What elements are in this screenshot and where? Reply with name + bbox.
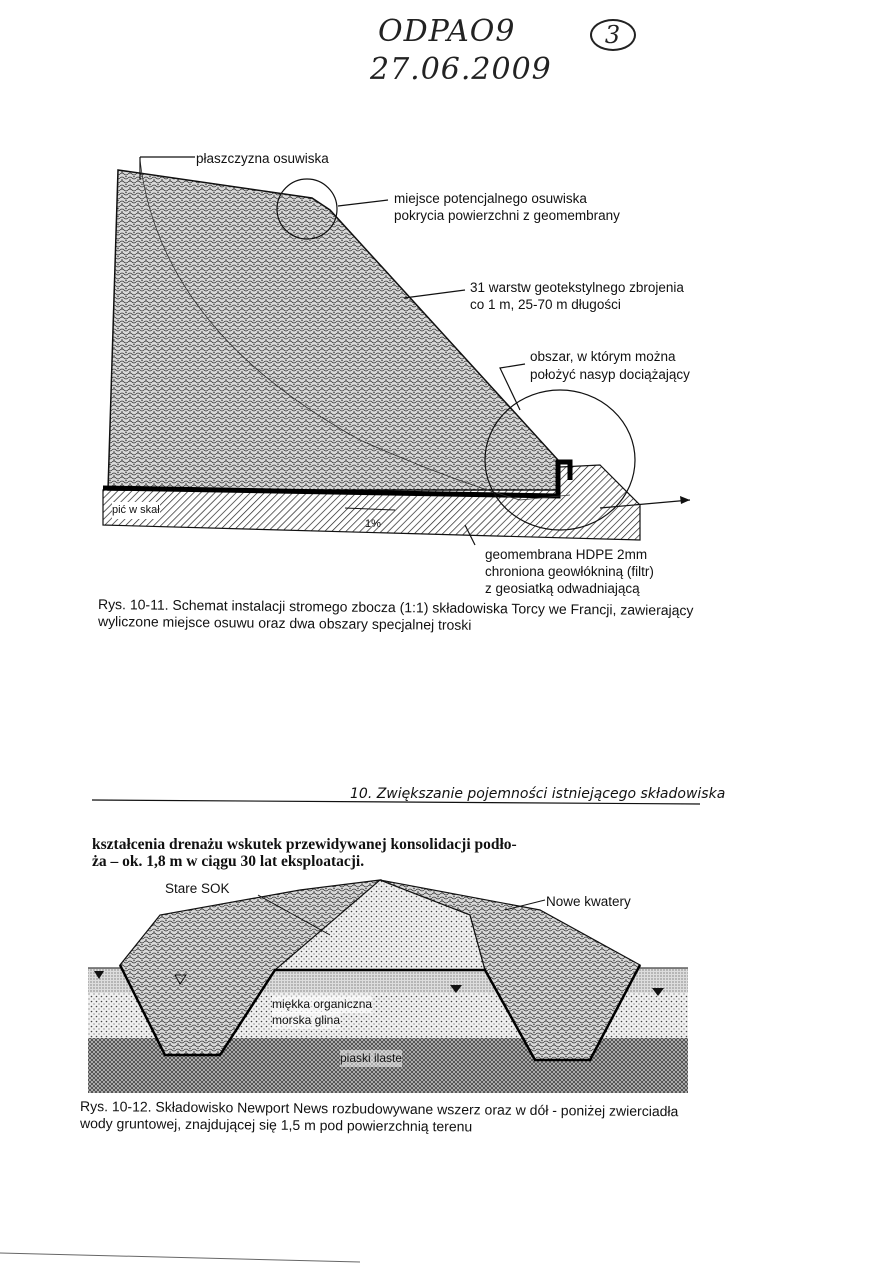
label-potential-slide-1: miejsce potencjalnego osuwiska <box>394 191 587 206</box>
label-geomembrane-1: geomembrana HDPE 2mm <box>485 547 648 562</box>
label-old-landfill: Stare SOK <box>165 881 230 896</box>
label-geomembrane-3: z geosiatką odwadniającą <box>485 581 640 596</box>
figure-10-11-caption-line2: wyliczone miejsce osuwu oraz dwa obszary specjalnej troski <box>97 613 472 633</box>
label-geomembrane-2: chroniona geowłókniną (filtr) <box>485 564 654 579</box>
label-clay-2: morska glina <box>272 1013 341 1027</box>
label-new-cells: Nowe kwatery <box>546 894 631 909</box>
label-potential-slide-2: pokrycia powierzchni z geomembrany <box>394 208 620 223</box>
figure-10-12-caption-line2: wody gruntowej, znajdującej się 1,5 m pod powierzchnią terenu <box>79 1115 473 1135</box>
label-clay-1: miękka organiczna <box>272 997 373 1011</box>
label-reinforcement-2: co 1 m, 25-70 m długości <box>470 297 621 312</box>
figure-10-11-caption-line1: Rys. 10-11. Schemat instalacji stromego zbocza (1:1) składowiska Torcy we Francji, zawierający <box>97 596 694 619</box>
handwritten-code: ODPAO9 <box>378 14 516 49</box>
label-surcharge-1: obszar, w którym można <box>530 349 676 364</box>
circled-page-number: 3 <box>590 19 636 51</box>
handwritten-date: 27.06.2009 <box>370 52 552 87</box>
label-sand: piaski ilaste <box>340 1051 403 1065</box>
label-slip-plane: płaszczyzna osuwiska <box>196 151 329 166</box>
label-surcharge-2: położyć nasyp dociążający <box>530 367 690 382</box>
body-text-line2: ża – ok. 1,8 m w ciągu 30 lat eksploatacji. <box>92 853 365 870</box>
label-slope: 1% <box>365 518 381 530</box>
figure-10-12-caption-line1: Rys. 10-12. Składowisko Newport News rozbudowywane wszerz oraz w dół - poniżej zwierciadła <box>79 1098 679 1120</box>
label-bedrock: pić w skał <box>112 502 160 519</box>
running-head: 10. Zwiększanie pojemności istniejącego składowiska <box>350 786 726 802</box>
body-text-line1: kształcenia drenażu wskutek przewidywanej konsolidacji podło- <box>92 836 517 853</box>
label-reinforcement-1: 31 warstw geotekstylnego zbrojenia <box>470 280 684 295</box>
